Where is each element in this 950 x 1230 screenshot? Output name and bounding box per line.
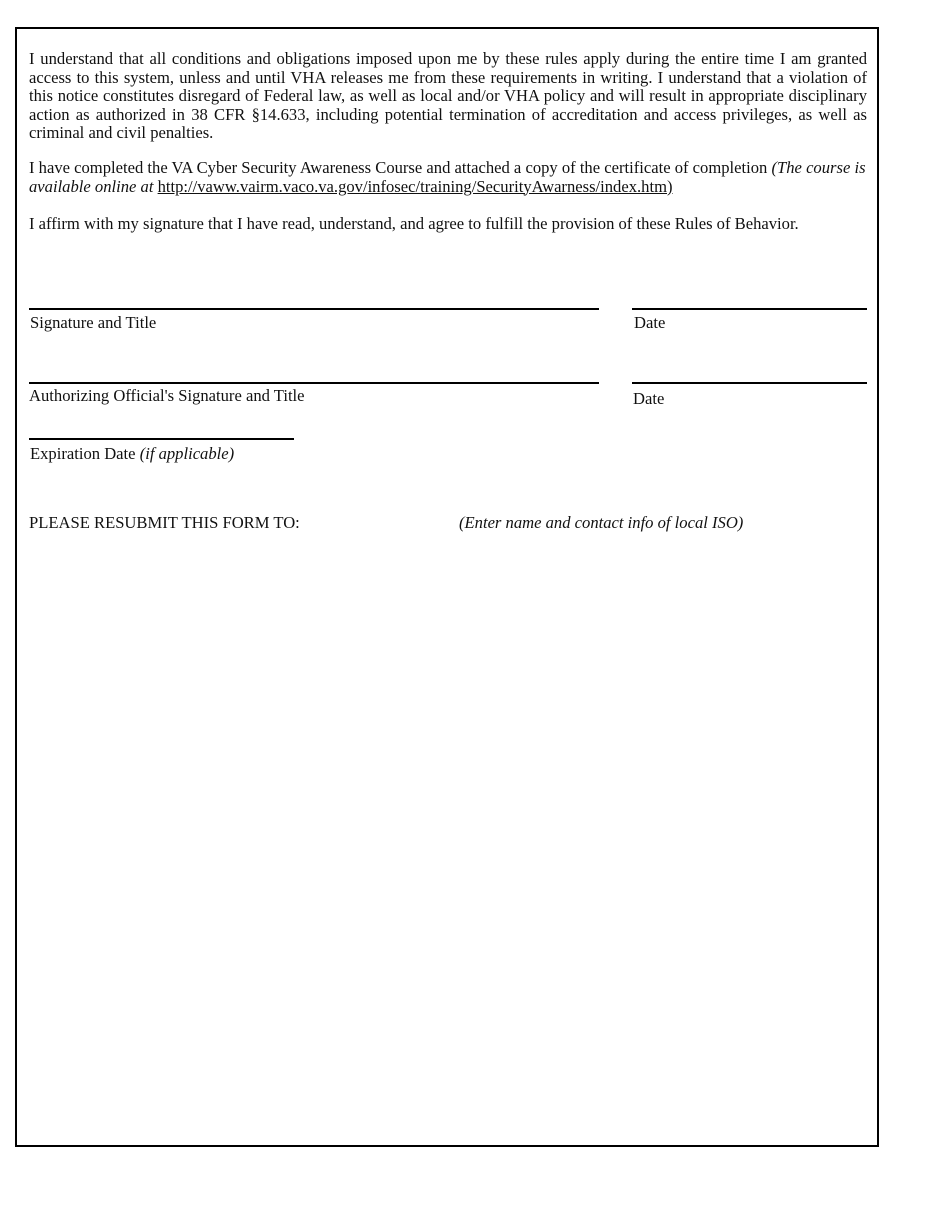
course-completion-text: I have completed the VA Cyber Security Awareness Course and attached a copy of the certificate of completion [29,158,768,177]
course-url-link[interactable]: http://vaww.vairm.vaco.va.gov/infosec/training/SecurityAwarness/index.htm) [157,176,673,196]
form-border [15,27,879,1147]
expiration-date-note: (if applicable) [139,444,235,463]
official-date-line[interactable] [632,382,867,384]
obligations-paragraph: I understand that all conditions and obligations imposed upon me by these rules apply during the entire time I am granted access to this system, unless and until VHA releases me from these requirements in writing. I understand that a violation of this notice constitutes disregard of Federal law, as well as local and/or VHA policy and will result in appropriate disciplinary action as authorized in 38 CFR §14.633, including potential termination of accreditation and access privileges, as well as criminal and civil penalties. [29,49,867,142]
signature-date-label: Date [634,313,666,332]
affirmation-paragraph: I affirm with my signature that I have read, understand, and agree to fulfill the provision of these Rules of Behavior. [29,214,799,233]
expiration-date-label [30,444,234,463]
local-iso-contact-field[interactable]: (Enter name and contact info of local ISO) [459,513,744,532]
official-date-label: Date [633,389,665,408]
expiration-date-text: Expiration Date [30,444,136,463]
official-signature-label: Authorizing Official's Signature and Title [29,386,305,405]
course-availability-note: (The course is available online at [29,158,866,196]
signature-date-line[interactable] [632,308,867,310]
resubmit-label: PLEASE RESUBMIT THIS FORM TO: [29,513,300,532]
official-signature-line[interactable] [29,382,599,384]
course-completion-paragraph [29,159,867,196]
expiration-date-line[interactable] [29,438,294,440]
signature-title-label: Signature and Title [30,313,157,332]
signature-line[interactable] [29,308,599,310]
